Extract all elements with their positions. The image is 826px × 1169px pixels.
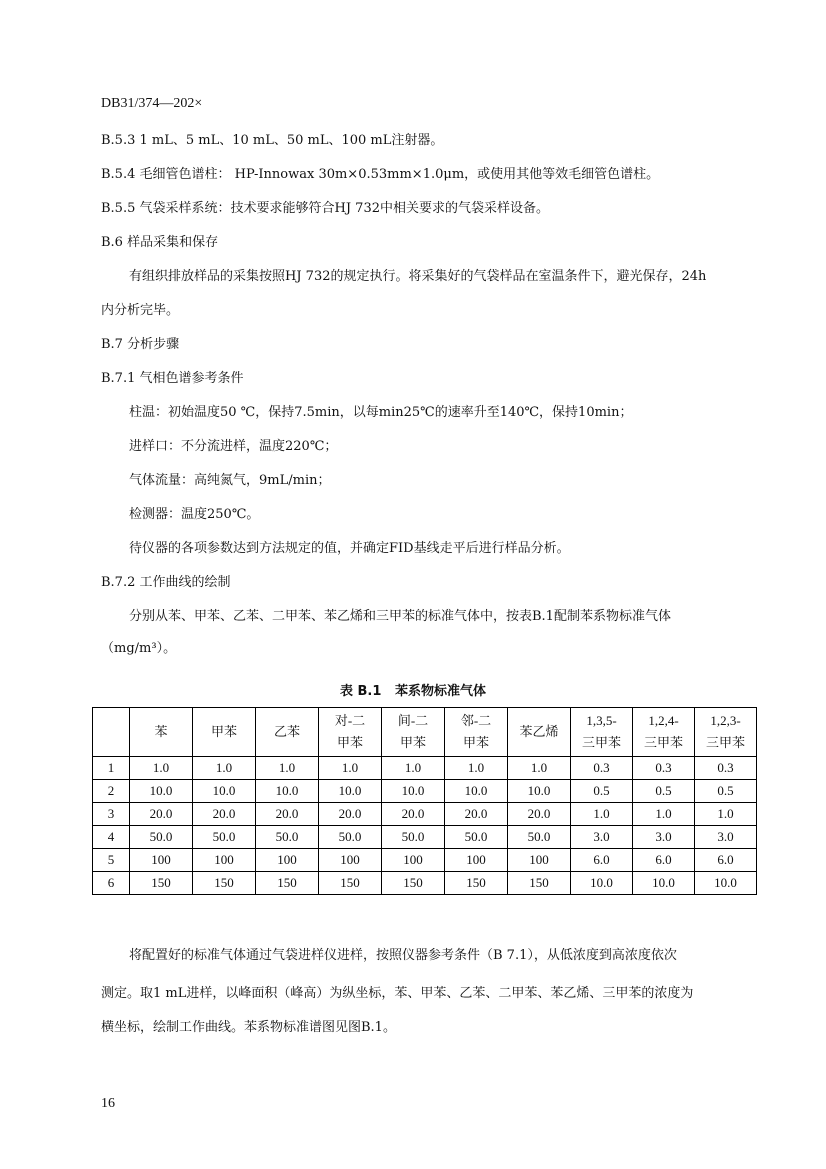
table-cell: 100 [445,849,508,872]
clause-b-5-3: B.5.3 1 mL、5 mL、10 mL、50 mL、100 mL注射器。 [101,133,444,148]
paragraph-line: 有组织排放样品的采集按照HJ 732的规定执行。将采集好的气袋样品在室温条件下，避光保存，24h [129,269,707,284]
table-cell: 3.0 [633,826,695,849]
section-heading-b-7-2: B.7.2 工作曲线的绘制 [101,575,231,590]
header-cell: 对-二 甲苯 [319,708,382,757]
table-row [93,803,757,826]
table-cell: 0.3 [633,757,695,780]
table-row [93,849,757,872]
table-cell: 1.0 [130,757,193,780]
table-cell: 0.3 [571,757,633,780]
paragraph-line: 将配置好的标准气体通过气袋进样仪进样，按照仪器参考条件（B 7.1），从低浓度到高浓度依次 [129,948,677,963]
row-number-cell: 6 [93,872,130,895]
table-cell: 6.0 [633,849,695,872]
table-cell: 20.0 [319,803,382,826]
table-cell: 50.0 [130,826,193,849]
header-cell: 1,2,4- 三甲苯 [633,708,695,757]
header-cell: 1,3,5- 三甲苯 [571,708,633,757]
table-cell: 50.0 [256,826,319,849]
table-body [93,757,757,895]
table-cell: 150 [256,872,319,895]
paragraph-line: （mg/m³）。 [101,641,177,656]
section-heading-b-7-1: B.7.1 气相色谱参考条件 [101,371,244,386]
table-cell: 1.0 [193,757,256,780]
table-cell: 150 [382,872,445,895]
table-row [93,757,757,780]
table-cell: 1.0 [633,803,695,826]
header-cell: 1,2,3- 三甲苯 [695,708,757,757]
table-cell: 10.0 [571,872,633,895]
table-cell: 10.0 [319,780,382,803]
table-cell: 100 [319,849,382,872]
table-cell: 10.0 [445,780,508,803]
table-cell: 0.5 [695,780,757,803]
page-number: 16 [101,1096,115,1111]
table-cell: 150 [130,872,193,895]
table-cell: 10.0 [695,872,757,895]
table-cell: 150 [508,872,571,895]
header-cell: 甲苯 [193,708,256,757]
table-cell: 150 [319,872,382,895]
header-cell: 苯乙烯 [508,708,571,757]
paragraph-line: 横坐标，绘制工作曲线。苯系物标准谱图见图B.1。 [101,1020,396,1035]
row-number-cell: 1 [93,757,130,780]
header-cell [93,708,130,757]
table-cell: 50.0 [319,826,382,849]
condition-column-temp: 柱温：初始温度50 ℃，保持7.5min，以每min25℃的速率升至140℃，保持10min； [129,405,633,420]
table-cell: 50.0 [382,826,445,849]
table-row [93,780,757,803]
clause-b-5-5: B.5.5 气袋采样系统：技术要求能够符合HJ 732中相关要求的气袋采样设备。 [101,201,549,216]
section-heading-b-7: B.7 分析步骤 [101,337,180,352]
table-cell: 150 [193,872,256,895]
table-cell: 100 [256,849,319,872]
condition-injector: 进样口：不分流进样，温度220℃； [129,439,338,454]
header-cell: 乙苯 [256,708,319,757]
table-cell: 0.3 [695,757,757,780]
table-cell: 1.0 [571,803,633,826]
table-cell: 0.5 [633,780,695,803]
table-cell: 1.0 [445,757,508,780]
section-heading-b-6: B.6 样品采集和保存 [101,235,219,250]
header-cell: 邻-二 甲苯 [445,708,508,757]
table-cell: 3.0 [695,826,757,849]
header-cell: 间-二 甲苯 [382,708,445,757]
standard-gas-table [92,707,757,895]
clause-b-5-4: B.5.4 毛细管色谱柱： HP-Innowax 30m×0.53mm×1.0μm，或使用其他等效毛细管色谱柱。 [101,167,660,182]
table-cell: 100 [130,849,193,872]
table-cell: 10.0 [256,780,319,803]
table-cell: 100 [382,849,445,872]
table-cell: 10.0 [193,780,256,803]
table-cell: 6.0 [695,849,757,872]
table-cell: 20.0 [193,803,256,826]
document-code: DB31/374—202× [101,96,203,111]
table-cell: 10.0 [130,780,193,803]
table-cell: 1.0 [695,803,757,826]
table-caption: 表 B.1 苯系物标准气体 [340,684,486,699]
table-cell: 0.5 [571,780,633,803]
row-number-cell: 5 [93,849,130,872]
table-cell: 10.0 [382,780,445,803]
table-cell: 50.0 [508,826,571,849]
row-number-cell: 2 [93,780,130,803]
condition-detector: 检测器：温度250℃。 [129,507,260,522]
table-cell: 10.0 [633,872,695,895]
table-row [93,826,757,849]
table-cell: 20.0 [445,803,508,826]
table-cell: 20.0 [382,803,445,826]
table-cell: 20.0 [508,803,571,826]
table-cell: 1.0 [508,757,571,780]
paragraph-line: 分别从苯、甲苯、乙苯、二甲苯、苯乙烯和三甲苯的标准气体中，按表B.1配制苯系物标准气体 [129,609,671,624]
row-number-cell: 3 [93,803,130,826]
table-cell: 100 [193,849,256,872]
paragraph-line: 内分析完毕。 [101,303,180,318]
table-cell: 1.0 [319,757,382,780]
table-cell: 1.0 [382,757,445,780]
table-cell: 150 [445,872,508,895]
paragraph-line: 测定。取1 mL进样，以峰面积（峰高）为纵坐标，苯、甲苯、乙苯、二甲苯、苯乙烯、三甲苯的浓度为 [101,986,694,1001]
table-cell: 6.0 [571,849,633,872]
table-cell: 50.0 [445,826,508,849]
table-row [93,872,757,895]
header-cell: 苯 [130,708,193,757]
paragraph-line: 待仪器的各项参数达到方法规定的值，并确定FID基线走平后进行样品分析。 [129,541,570,556]
condition-gas-flow: 气体流量：高纯氮气，9mL/min； [129,473,331,488]
table-header-row [93,708,757,757]
table-cell: 100 [508,849,571,872]
table-cell: 1.0 [256,757,319,780]
table-cell: 20.0 [256,803,319,826]
table-cell: 3.0 [571,826,633,849]
table-cell: 20.0 [130,803,193,826]
row-number-cell: 4 [93,826,130,849]
table-cell: 50.0 [193,826,256,849]
table-cell: 10.0 [508,780,571,803]
